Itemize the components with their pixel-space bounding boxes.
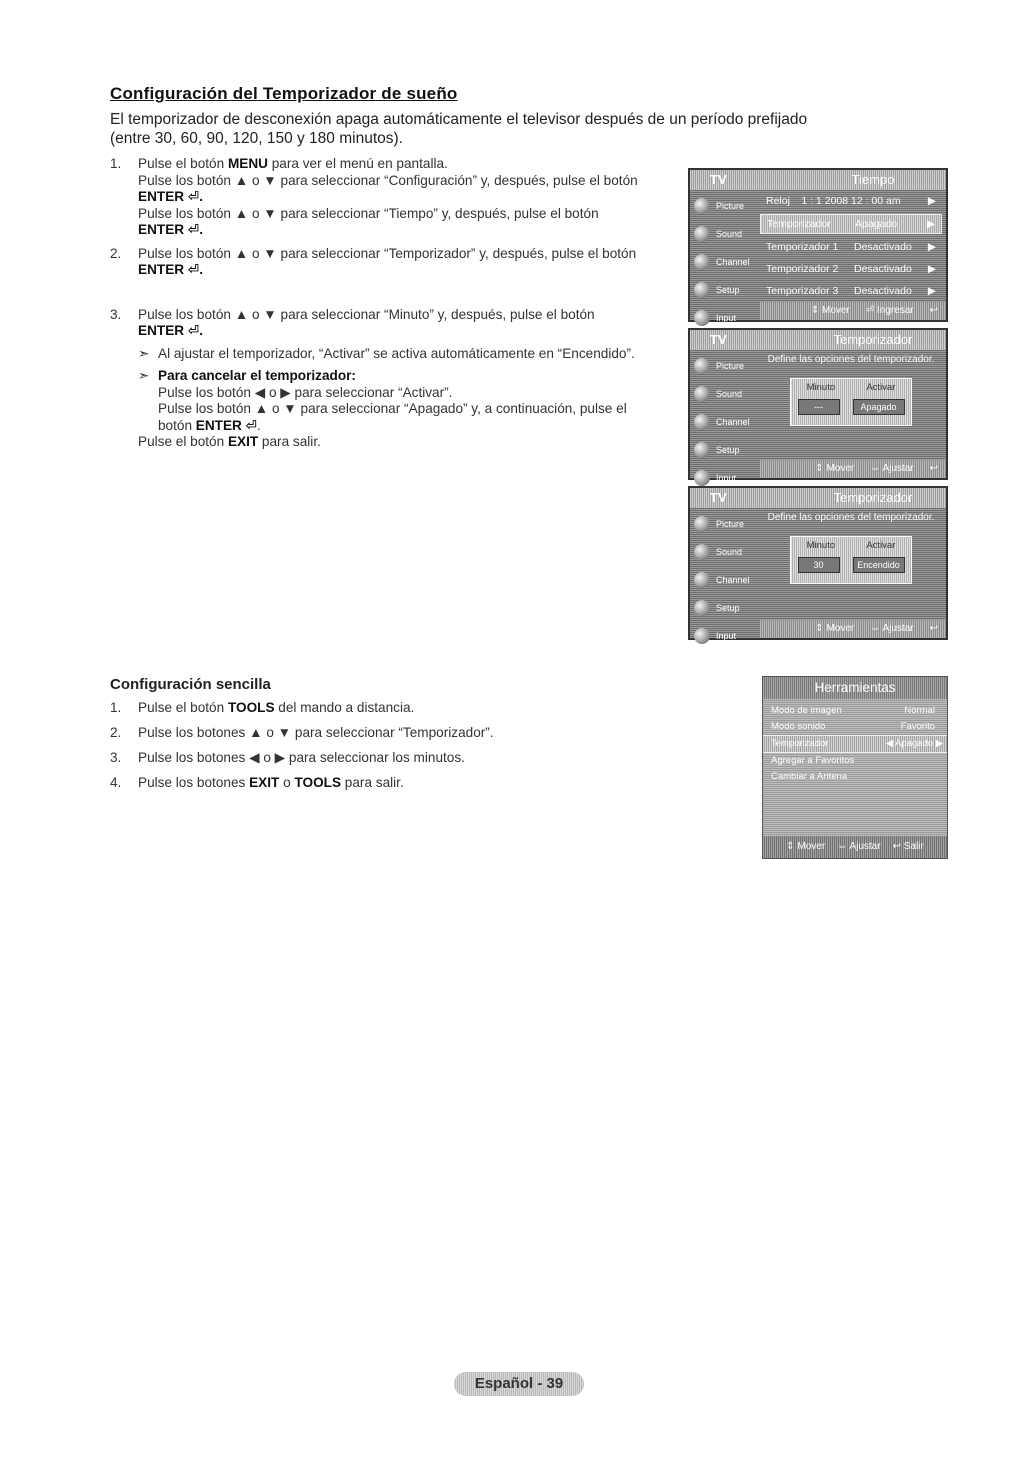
- text: para salir.: [258, 434, 321, 449]
- menu-title: Temporizador: [833, 490, 913, 505]
- tools-row-agregar-favoritos[interactable]: [763, 753, 947, 769]
- note-title: Para cancelar el temporizador:: [158, 368, 356, 383]
- sidebar-item-input[interactable]: [694, 622, 754, 650]
- column-activar: Activar: [866, 540, 896, 551]
- text: Pulse los botones ◀ o ▶ para seleccionar los minutos.: [138, 750, 465, 765]
- step-line: Pulse los botón ▲ o ▼ para seleccionar “Temporizador” y, después, pulse el botón: [138, 245, 637, 261]
- enter-key: ENTER ⏎: [195, 417, 258, 433]
- simple-step-4: [110, 775, 670, 791]
- menu-header: [690, 330, 946, 350]
- sidebar-label: Setup: [716, 445, 740, 455]
- setup-icon: [694, 442, 710, 458]
- sidebar-item-sound[interactable]: [694, 380, 754, 408]
- menu-sidebar: [694, 352, 754, 492]
- sidebar-item-setup[interactable]: [694, 276, 754, 304]
- simple-step-2: [110, 725, 670, 741]
- menu-key: MENU: [227, 156, 268, 171]
- sidebar-label: Sound: [716, 389, 743, 399]
- tv-label: TV: [710, 490, 727, 505]
- row-label: Modo de imagen: [771, 705, 842, 716]
- menu-footer: [760, 620, 946, 652]
- row-value: Desactivado: [854, 241, 912, 253]
- row-value: Apagado: [855, 218, 898, 230]
- intro-line: (entre 30, 60, 90, 120, 150 y 180 minutos).: [110, 130, 403, 147]
- tv-menu-tiempo: [688, 168, 948, 322]
- tools-row-modo-imagen[interactable]: [763, 703, 947, 719]
- note-text: Pulse los botón ▲ o ▼ para seleccionar “Apagado” y, a continuación, pulse el: [158, 401, 627, 416]
- menu-footer: [760, 302, 946, 320]
- step-line: [138, 156, 680, 173]
- section-title-simple: Configuración sencilla: [110, 676, 271, 693]
- menu-description: Define las opciones del temporizador.: [767, 354, 935, 365]
- note-text: [158, 418, 680, 435]
- sidebar-item-picture[interactable]: [694, 352, 754, 380]
- menu-title: Tiempo: [851, 172, 895, 187]
- menu-row-reloj[interactable]: [760, 192, 942, 210]
- picture-icon: [694, 516, 710, 532]
- footer-hint-adjust: ⇔ Ajustar: [870, 623, 914, 634]
- menu-header: [690, 170, 946, 190]
- page-title: Configuración del Temporizador de sueño: [110, 84, 458, 103]
- note-text: Pulse los botón ◀ o ▶ para seleccionar “Activar”.: [158, 384, 453, 400]
- step-line: Pulse los botón ▲ o ▼ para seleccionar “Tiempo” y, después, pulse el botón: [138, 205, 599, 221]
- sidebar-item-sound[interactable]: [694, 538, 754, 566]
- sound-icon: [694, 544, 710, 560]
- note-cancel: [138, 368, 680, 434]
- text: del mando a distancia.: [274, 700, 415, 715]
- picture-icon: [694, 358, 710, 374]
- step-2: [110, 246, 680, 279]
- exit-key: EXIT: [227, 434, 259, 449]
- tools-footer: [763, 836, 947, 858]
- tv-menu-temporizador-off: [688, 328, 948, 483]
- step-number: 2.: [110, 725, 122, 740]
- sidebar-label: Setup: [716, 603, 740, 613]
- steps-list: [110, 156, 680, 458]
- enter-key: ENTER ⏎.: [138, 189, 204, 204]
- step-number: 3.: [110, 306, 122, 322]
- intro-line: El temporizador de desconexión apaga automáticamente el televisor después de un período prefijado: [110, 111, 808, 128]
- step-number: 3.: [110, 750, 122, 765]
- tv-menu-temporizador-on: [688, 486, 948, 652]
- dialog-columns: [791, 382, 911, 393]
- row-label: Temporizador 2: [766, 263, 839, 275]
- enter-key: ENTER ⏎.: [138, 262, 204, 277]
- menu-footer: [760, 460, 946, 478]
- note-arrow-icon: ➣: [138, 368, 150, 383]
- text: Pulse los botones: [138, 775, 250, 790]
- sidebar-label: Input: [716, 473, 737, 483]
- text: Pulse el botón: [138, 156, 228, 171]
- menu-header: [690, 488, 946, 508]
- channel-icon: [694, 254, 710, 270]
- row-value: Desactivado: [854, 263, 912, 275]
- dialog-values: [791, 399, 911, 415]
- row-label: Temporizador: [767, 218, 831, 230]
- sidebar-label: Input: [716, 631, 737, 641]
- sidebar-label: Input: [716, 313, 737, 323]
- tools-row-modo-sonido[interactable]: [763, 719, 947, 735]
- step-line: Pulse los botón ▲ o ▼ para seleccionar “Minuto” y, después, pulse el botón: [138, 306, 595, 322]
- tools-menu: [762, 676, 948, 859]
- sidebar-item-channel[interactable]: [694, 248, 754, 276]
- step-1: [110, 156, 680, 239]
- tools-row-temporizador[interactable]: [763, 735, 947, 753]
- menu-sidebar: [694, 510, 754, 650]
- sidebar-item-picture[interactable]: [694, 510, 754, 538]
- sidebar-item-setup[interactable]: [694, 594, 754, 622]
- sidebar-label: Picture: [716, 201, 745, 211]
- minuto-selector[interactable]: ---: [798, 399, 840, 415]
- enter-key: ENTER ⏎.: [138, 222, 204, 237]
- row-value: Favorito: [900, 721, 935, 732]
- chevron-right-icon: ▶: [927, 241, 936, 253]
- chevron-right-icon: ▶: [927, 263, 936, 275]
- row-value: Normal: [904, 705, 935, 716]
- row-label: Modo sonido: [771, 721, 826, 732]
- sidebar-item-channel[interactable]: [694, 408, 754, 436]
- chevron-right-icon: ▶: [927, 195, 936, 207]
- footer-hint-move: ⇕ Mover: [815, 463, 855, 474]
- footer-hint-adjust: ⇔ Ajustar: [870, 463, 914, 474]
- activar-selector[interactable]: Encendido: [853, 557, 905, 573]
- sidebar-label: Picture: [716, 361, 745, 371]
- channel-icon: [694, 572, 710, 588]
- input-icon: [694, 470, 710, 486]
- sidebar-label: Picture: [716, 519, 745, 529]
- row-label: Temporizador 3: [766, 285, 839, 297]
- simple-steps: [110, 700, 670, 800]
- text: para salir.: [341, 775, 404, 790]
- note-text: Al ajustar el temporizador, “Activar” se activa automáticamente en “Encendido”.: [158, 345, 635, 361]
- step-number: 4.: [110, 775, 122, 790]
- column-minuto: Minuto: [806, 540, 836, 551]
- dialog-values: [791, 557, 911, 573]
- row-label: Temporizador 1: [766, 241, 839, 253]
- chevron-right-icon: ▶: [927, 285, 936, 297]
- tv-label: TV: [710, 172, 727, 187]
- step-3: [110, 307, 680, 451]
- input-icon: [694, 310, 710, 326]
- text: .: [257, 417, 261, 433]
- footer-hint-move: ⇕ Mover: [786, 841, 826, 852]
- menu-title: Temporizador: [833, 332, 913, 347]
- row-value: Desactivado: [854, 285, 912, 297]
- channel-icon: [694, 414, 710, 430]
- text: para ver el menú en pantalla.: [267, 156, 448, 171]
- exit-key: EXIT: [249, 775, 280, 790]
- text: botón: [158, 417, 196, 433]
- footer-hint-adjust: ⇔ Ajustar: [837, 841, 881, 852]
- sidebar-item-picture[interactable]: [694, 192, 754, 220]
- sidebar-label: Channel: [716, 575, 750, 585]
- enter-key: ENTER ⏎.: [138, 323, 204, 338]
- menu-sidebar: [694, 192, 754, 332]
- note-auto-activate: [138, 346, 680, 363]
- setup-icon: [694, 282, 710, 298]
- text: Pulse el botón: [138, 700, 228, 715]
- footer-hint-exit: ↩ Salir: [892, 841, 924, 852]
- dialog-columns: [791, 540, 911, 551]
- menu-description: Define las opciones del temporizador.: [767, 512, 935, 523]
- menu-panel: [760, 192, 942, 304]
- chevron-right-icon: ▶: [926, 218, 935, 230]
- tools-key: TOOLS: [294, 775, 342, 790]
- sidebar-item-sound[interactable]: [694, 220, 754, 248]
- intro-paragraph: [110, 110, 850, 148]
- row-label: Reloj: [766, 195, 790, 207]
- footer-hint-return: ↩: [929, 305, 938, 316]
- menu-row-temporizador[interactable]: [760, 214, 942, 234]
- menu-row-temporizador-1[interactable]: [760, 238, 942, 256]
- timer-dialog: [790, 378, 912, 426]
- picture-icon: [694, 198, 710, 214]
- row-label: Temporizador: [771, 738, 829, 749]
- row-value: 1 : 1 2008 12 : 00 am: [801, 195, 901, 207]
- sound-icon: [694, 226, 710, 242]
- tools-key: TOOLS: [227, 700, 275, 715]
- footer-hint-return: ↩ Regresar: [896, 623, 938, 652]
- footer-hint-return: ↩: [929, 463, 938, 474]
- row-label: Cambiar a Antena: [771, 771, 848, 782]
- text: o: [279, 775, 295, 790]
- row-value: ◀ Apagado ▶: [885, 738, 943, 749]
- footer-hint-move: ⇕ Mover: [810, 305, 850, 316]
- sidebar-item-setup[interactable]: [694, 436, 754, 464]
- tools-row-cambiar-antena[interactable]: [763, 769, 947, 785]
- sidebar-item-channel[interactable]: [694, 566, 754, 594]
- text: Pulse los botones ▲ o ▼ para seleccionar “Temporizador”.: [138, 725, 494, 740]
- footer-hint-enter: ⏎ Ingresar: [865, 305, 914, 316]
- minuto-selector[interactable]: 30: [798, 557, 840, 573]
- tools-title: Herramientas: [763, 677, 947, 699]
- sidebar-label: Channel: [716, 417, 750, 427]
- activar-selector[interactable]: Apagado: [853, 399, 905, 415]
- step-number: 1.: [110, 156, 122, 171]
- step-number: 1.: [110, 700, 122, 715]
- menu-row-temporizador-2[interactable]: [760, 260, 942, 278]
- simple-step-3: [110, 750, 670, 766]
- step-number: 2.: [110, 245, 122, 261]
- row-label: Agregar a Favoritos: [771, 755, 855, 766]
- exit-line: [138, 434, 680, 451]
- note-arrow-icon: ➣: [138, 345, 150, 361]
- sound-icon: [694, 386, 710, 402]
- text: Pulse el botón: [138, 434, 228, 449]
- simple-step-1: [110, 700, 670, 716]
- timer-dialog: [790, 536, 912, 584]
- page-number-badge: Español - 39: [454, 1372, 584, 1396]
- column-activar: Activar: [866, 382, 896, 393]
- footer-hint-move: ⇕ Mover: [815, 623, 855, 634]
- input-icon: [694, 628, 710, 644]
- menu-row-temporizador-3[interactable]: [760, 282, 942, 300]
- setup-icon: [694, 600, 710, 616]
- sidebar-label: Channel: [716, 257, 750, 267]
- step-line: Pulse los botón ▲ o ▼ para seleccionar “Configuración” y, después, pulse el botón: [138, 172, 638, 188]
- sidebar-label: Sound: [716, 229, 743, 239]
- column-minuto: Minuto: [806, 382, 836, 393]
- sidebar-label: Setup: [716, 285, 740, 295]
- tv-label: TV: [710, 332, 727, 347]
- sidebar-label: Sound: [716, 547, 743, 557]
